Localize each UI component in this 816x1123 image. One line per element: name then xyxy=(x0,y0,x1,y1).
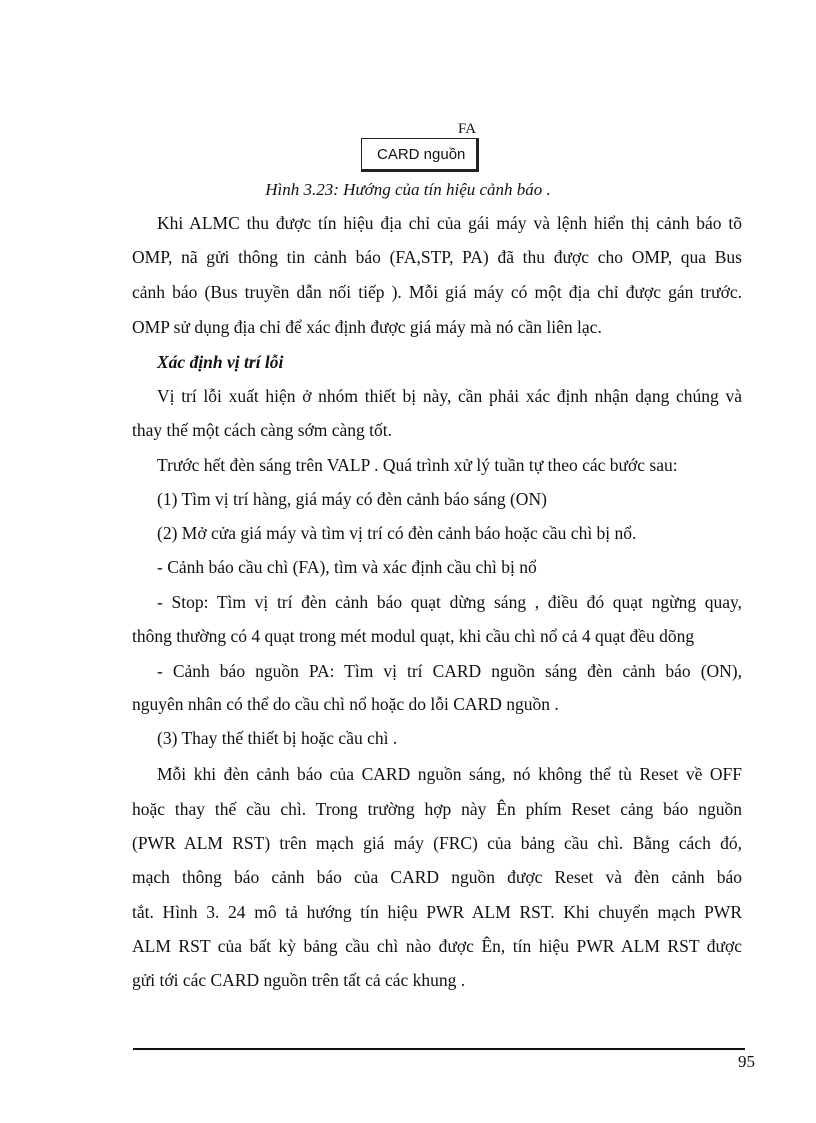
text-line: thông thường có 4 quạt trong mét modul quạt, khi cầu chì nổ cả 4 quạt đều dõng xyxy=(132,626,695,646)
text-line: Trước hết đèn sáng trên VALP . Quá trình xử lý tuần tự theo các bước sau: xyxy=(157,455,678,475)
text-line: nguyên nhân có thể do cầu chì nổ hoặc do lỗi CARD nguồn . xyxy=(132,694,559,714)
list-item: (2) Mở cửa giá máy và tìm vị trí có đèn cảnh báo hoặc cầu chì bị nổ. xyxy=(157,523,637,543)
text-line: OMP, nã gửi thông tin cảnh báo (FA,STP, PA) đã thu được cho OMP, qua Bus xyxy=(132,247,742,267)
card-power-label: CARD nguồn xyxy=(377,146,466,163)
text-line: OMP sử dụng địa chỉ để xác định được giá máy mà nó cần liên lạc. xyxy=(132,317,602,337)
list-item: - Cảnh báo cầu chì (FA), tìm và xác định cầu chì bị nổ xyxy=(157,557,537,577)
text-line: mạch thông báo cảnh báo của CARD nguồn được Reset và đèn cảnh báo xyxy=(132,867,742,887)
text-line: (PWR ALM RST) trên mạch giá máy (FRC) của bảng cầu chì. Bằng cách đó, xyxy=(132,833,742,853)
section-heading: Xác định vị trí lỗi xyxy=(157,352,284,372)
text-line: Khi ALMC thu được tín hiệu địa chỉ của gái máy và lệnh hiển thị cảnh báo tõ xyxy=(157,213,742,233)
text-line: gửi tới các CARD nguồn trên tất cả các khung . xyxy=(132,970,466,990)
page-number: 95 xyxy=(738,1052,755,1071)
text-line: cảnh báo (Bus truyền dẫn nối tiếp ). Mỗi giá máy có một địa chỉ được gán trước. xyxy=(132,282,742,302)
card-power-box xyxy=(361,138,479,172)
text-line: Vị trí lỗi xuất hiện ở nhóm thiết bị này, cần phải xác định nhận dạng chúng và xyxy=(157,386,742,406)
list-item: - Stop: Tìm vị trí đèn cảnh báo quạt dừng sáng , điều đó quạt ngừng quay, xyxy=(157,592,742,612)
footer-rule xyxy=(133,1048,745,1050)
list-item: - Cảnh báo nguồn PA: Tìm vị trí CARD nguồn sáng đèn cảnh báo (ON), xyxy=(157,661,742,681)
text-line: tắt. Hình 3. 24 mô tả hướng tín hiệu PWR ALM RST. Khi chuyển mạch PWR xyxy=(132,902,742,922)
text-line: hoặc thay thế cầu chì. Trong trường hợp này Ên phím Reset cảng báo nguồn xyxy=(132,799,742,819)
text-line: thay thế một cách càng sớm càng tốt. xyxy=(132,420,393,440)
figure-caption: Hình 3.23: Hướng của tín hiệu cảnh báo . xyxy=(265,180,551,199)
list-item: (3) Thay thế thiết bị hoặc cầu chì . xyxy=(157,728,398,748)
fa-signal-label: FA xyxy=(458,121,477,137)
text-line: Mỗi khi đèn cảnh báo của CARD nguồn sáng, nó không thể tù Reset về OFF xyxy=(157,764,742,784)
list-item: (1) Tìm vị trí hàng, giá máy có đèn cảnh báo sáng (ON) xyxy=(157,489,547,509)
text-line: ALM RST của bất kỳ bảng cầu chì nào được Ên, tín hiệu PWR ALM RST được xyxy=(132,936,742,956)
